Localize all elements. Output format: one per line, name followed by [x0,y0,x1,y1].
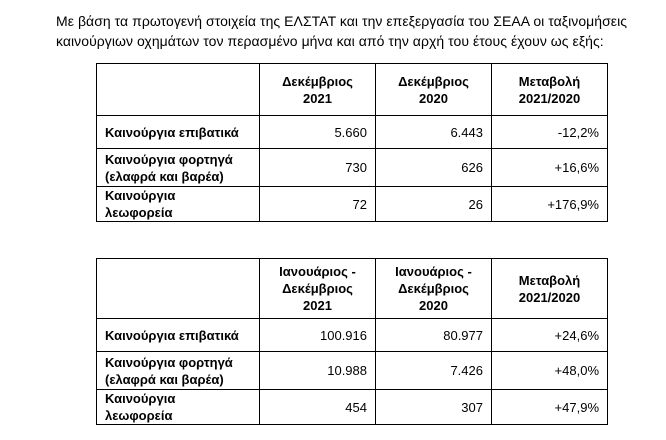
value-2021-cell: 72 [260,187,376,222]
row-label-cell [97,116,260,149]
ytd-registrations-table [96,258,608,425]
header-line: Δεκέμβριος [282,73,353,89]
intro-paragraph [56,11,656,51]
row-label-cell [97,390,260,425]
row-label-line: Καινούργια φορτηγά [105,151,233,167]
change-cell: +24,6% [492,319,608,352]
row-label-line: Καινούργια επιβατικά [105,327,239,343]
value-2020-cell: 307 [376,390,492,425]
value-2020-cell: 26 [376,187,492,222]
header-cell-2020 [376,259,492,319]
change-cell: -12,2% [492,116,608,149]
change-cell: +176,9% [492,187,608,222]
header-line: Ιανουάριος - [395,264,472,279]
value-2020-cell: 626 [376,149,492,187]
value-2020-cell: 6.443 [376,116,492,149]
table-header-row [97,259,608,319]
header-line: 2021 [303,90,332,106]
header-cell-2020 [376,64,492,116]
header-cell-2021 [260,259,376,319]
header-line: Μεταβολή [518,272,581,288]
header-line: Μεταβολή [518,73,581,89]
row-label-line: λεωφορεία [105,205,173,220]
intro-line: Με βάση τα πρωτογενή στοιχεία της ΕΛΣΤΑΤ και την επεξεργασία του ΣΕΑΑ οι ταξινομήσεις [56,13,628,29]
value-2020-cell: 80.977 [376,319,492,352]
intro-line: καινούργιων οχημάτων τον περασμένο μήνα και από την αρχή του έτους έχουν ως εξής: [56,33,604,49]
monthly-registrations-table [96,63,608,222]
value-2021-cell: 5.660 [260,116,376,149]
table-row [97,149,608,187]
row-label-cell [97,149,260,187]
change-cell: +48,0% [492,352,608,390]
header-empty-cell [97,64,260,116]
value-2021-cell: 100.916 [260,319,376,352]
header-line: 2021/2020 [518,289,581,305]
value-2021-cell: 454 [260,390,376,425]
header-cell-change [492,64,608,116]
table-header-row [97,64,608,116]
change-cell: +47,9% [492,390,608,425]
change-cell: +16,6% [492,149,608,187]
header-line: Δεκέμβριος [398,281,469,296]
value-2021-cell: 730 [260,149,376,187]
header-cell-2021 [260,64,376,116]
table-row [97,187,608,222]
row-label-cell [97,187,260,222]
row-label-cell [97,352,260,390]
table-row [97,116,608,149]
row-label-line: Καινούργια φορτηγά [105,354,233,370]
table-row [97,352,608,390]
row-label-cell [97,319,260,352]
header-line: 2021 [303,298,332,313]
row-label-line: Καινούργια [105,391,176,406]
header-line: Ιανουάριος - [279,264,356,279]
row-label-line: λεωφορεία [105,408,173,423]
header-cell-change [492,259,608,319]
header-line: 2020 [419,298,448,313]
row-label-line: Καινούργια επιβατικά [105,124,239,140]
header-empty-cell [97,259,260,319]
header-line: Δεκέμβριος [398,73,469,89]
row-label-line: Καινούργια [105,188,176,203]
table-row [97,319,608,352]
row-label-line: (ελαφρά και βαρέα) [105,168,224,184]
row-label-line: (ελαφρά και βαρέα) [105,371,224,387]
table-row [97,390,608,425]
value-2021-cell: 10.988 [260,352,376,390]
header-line: 2020 [419,90,448,106]
value-2020-cell: 7.426 [376,352,492,390]
header-line: Δεκέμβριος [282,281,353,296]
header-line: 2021/2020 [518,90,581,106]
